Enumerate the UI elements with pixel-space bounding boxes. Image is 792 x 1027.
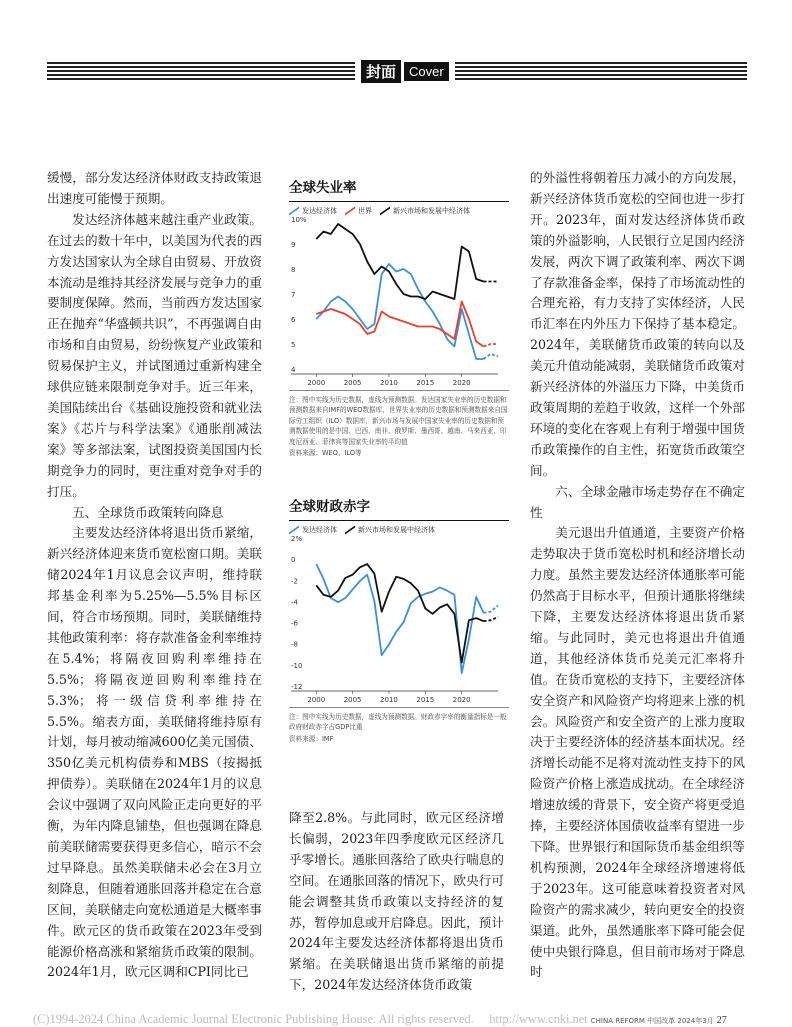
page-footer (33, 1012, 763, 1027)
legend-item: 世界 (345, 206, 372, 216)
chart-source: 资料来源：IMF (289, 734, 334, 743)
deficit-chart (289, 495, 509, 743)
unemployment-plot (289, 216, 504, 388)
copyright-text: (C)1994-2024 China Academic Journal Electronic Publishing House. All rights reserved. (33, 1012, 474, 1026)
unemployment-chart (289, 176, 509, 457)
text-column-1 (47, 168, 262, 983)
chart-legend (289, 520, 509, 535)
chart-note: 注：图中实线为历史数据，虚线为预测数据。发达国家失业率的历史数据和预测数据来自IMF的WEO数据库，世界失业率的历史数据和预测数据来自国际劳工组织（ILO）数据库，新兴市场与发展中国家失业率的历史数据和预测数据使用的是中国、巴西、南非、俄罗斯、墨西哥、越南、马来西亚、印度尼西亚、菲律宾等国家失业率的平均值 (289, 390, 509, 447)
legend-item: 发达经济体 (289, 206, 337, 216)
section-label (355, 60, 455, 82)
legend-item: 新兴市场和发展中经济体 (380, 206, 470, 216)
section-title-en: Cover (404, 62, 449, 81)
series-forecast-line (484, 617, 499, 621)
x-tick-label: 2010 (380, 379, 398, 387)
x-tick-label: 2015 (416, 696, 435, 704)
x-tick-label: 2005 (343, 379, 362, 387)
paragraph: 降至2.8%。与此同时，欧元区经济增长偏弱，2023年四季度欧元区经济几乎零增长。通胀回落给了欧央行喘息的空间。在通胀回落的情况下，欧央行可能会调整其货币政策以支持经济的复苏，暂停加息或开启降息。因此，预计2024年主要发达经济体都将退出货币紧缩。在美联储退出货币紧缩的前提下，2024年发达经济体货币政策 (289, 810, 504, 993)
chart-note: 注：图中实线为历史数据，虚线为预测数据。财政赤字率的衡量指标是一般政府财政赤字占GDP比重 (289, 707, 509, 733)
section-heading: 六、全球金融市场走势存在不确定性 (530, 483, 745, 520)
deficit-plot (289, 535, 504, 705)
series-line (316, 224, 483, 299)
y-tick-label: -6 (291, 619, 298, 628)
text-column-3 (530, 168, 745, 983)
legend-item: 发达经济体 (289, 525, 337, 535)
series-forecast-line (484, 344, 499, 347)
paragraph: 发达经济体越来越注重产业政策。在过去的数十年中，以美国为代表的西方发达国家认为全球自由贸易、开放资本流动是维持其经济发展与竞争力的重要制度保障。然而，当前西方发达国家正在抛弃“华盛顿共识”，不再强调自由市场和自由贸易，纷纷恢复产业政策和贸易保护主义，并试图通过重新构建全球供应链来限制竞争对手。近三年来，美国陆续出台《基础设施投资和就业法案》《芯片与科学法案》《通胀削减法案》等多部法案，试图投资美国国内长期竞争力的同时，更注重对竞争对手的打压。 (47, 211, 262, 499)
y-tick-label: 7 (291, 291, 296, 299)
series-line (316, 264, 483, 359)
section-title-cn: 封面 (361, 60, 401, 83)
chart-title: 全球失业率 (289, 180, 357, 196)
y-tick-label: 9 (291, 241, 296, 249)
section-heading: 五、全球货币政策转向降息 (72, 504, 224, 520)
y-tick-label: 10% (291, 216, 307, 224)
text-column-2 (289, 808, 504, 996)
paragraph: 主要发达经济体将退出货币紧缩，新兴经济体迎来货币宽松窗口期。美联储2024年1月议息会议声明，维持联邦基金利率为5.25%—5.5%目标区间，符合市场预期。同时，美联储维持其他政策利率：将存款准备金利率维持在5.4%；将隔夜回购利率维持在5.5%；将隔夜逆回购利率维持在5.3%；将一级信贷利率维持在5.5%。缩表方面，美联储将维持原有计划，每月被动缩减600亿美元国债、350亿美元机构债券和MBS（按揭抵押债券）。美联储在2024年1月的议息会议中强调了双向风险正走向更好的平衡，为年内降息铺垫，但也强调在降息前美联储需要获得更多信心，暗示不会过早降息。虽然美联储未必会在3月立刻降息，但随着通胀回落并稳定在合意区间，美联储走向宽松通道是大概率事件。欧元区的货币政策在2023年受到能源价格高涨和紧缩货币政策的限制。2024年1月，欧元区调和CPI同比已 (47, 525, 262, 980)
x-tick-label: 2020 (452, 379, 471, 387)
paragraph: 缓慢，部分发达经济体财政支持政策退出速度可能慢于预期。 (47, 170, 262, 206)
x-tick-label: 2005 (343, 696, 362, 704)
legend-item: 新兴市场和发展中经济体 (345, 525, 435, 535)
y-tick-label: -2 (291, 577, 298, 586)
paragraph: 美元退出升值通道，主要资产价格走势取决于货币宽松时机和经济增长动力度。虽然主要发达经济体通胀率可能仍然高于目标水平，但预计通胀将继续下降，主要发达经济体将退出货币紧缩。与此同时，美元也将退出升值通道，其他经济体货币兑美元汇率将升值。在货币宽松的支持下，主要经济体安全资产和风险资产均将迎来上涨的机会。风险资产和安全资产的上涨力度取决于主要经济体的经济基本面状况。经济增长动能不足将对流动性支持下的风险资产价格上涨造成扰动。在全球经济增速放缓的背景下，安全资产将更受追捧，主要经济体国债收益率有望进一步下降。世界银行和国际货币基金组织等机构预测，2024年全球经济增速将低于2023年。这可能意味着投资者对风险资产的需求减少，转向更安全的投资渠道。此外，虽然通胀率下降可能会促使中央银行降息，但目前市场对于降息时 (530, 525, 745, 980)
x-tick-label: 2000 (307, 696, 326, 704)
y-tick-label: 0 (291, 556, 296, 565)
y-tick-label: -8 (291, 640, 298, 649)
y-tick-label: 2% (291, 535, 303, 543)
page-header (47, 62, 747, 80)
chart-title: 全球财政赤字 (289, 499, 370, 515)
y-tick-label: 4 (291, 366, 296, 374)
x-tick-label: 2020 (452, 696, 471, 704)
y-tick-label: -10 (291, 661, 303, 670)
journal-name: CHINA REFORM 中国改革 2024年3月 (590, 1017, 714, 1025)
paragraph: 的外溢性将朝着压力减小的方向发展，新兴经济体货币宽松的空间也进一步打开。2023年，面对发达经济体货币政策的外溢影响，人民银行立足国内经济发展，两次下调了政策利率、两次下调了存款准备金率，保持了市场流动性的合理充裕，有力支持了实体经济，人民币汇率在内外压力下保持了基本稳定。2024年，美联储货币政策的转向以及美元升值动能减弱，美联储货币政策对新兴经济体的外溢压力下降，中美货币政策周期的差趋于收敛，这样一个外部环境的变化在客观上有利于增强中国货币政策操作的自主性，拓宽货币政策空间。 (530, 170, 745, 478)
series-forecast-line (484, 354, 499, 359)
x-tick-label: 2010 (380, 696, 398, 704)
series-line (316, 564, 483, 662)
x-tick-label: 2015 (416, 379, 435, 387)
footer-url[interactable]: http://www.cnki.net (489, 1012, 588, 1026)
y-tick-label: -12 (291, 683, 303, 691)
chart-legend (289, 201, 509, 216)
y-tick-label: 6 (291, 316, 296, 324)
y-tick-label: 5 (291, 341, 296, 349)
series-forecast-line (484, 605, 499, 612)
series-line (316, 564, 483, 673)
y-tick-label: 8 (291, 266, 296, 274)
x-tick-label: 2000 (307, 379, 326, 387)
page-number: 27 (716, 1015, 727, 1026)
y-tick-label: -4 (291, 598, 298, 607)
chart-source: 资料来源：WEO、ILO等 (289, 449, 362, 458)
